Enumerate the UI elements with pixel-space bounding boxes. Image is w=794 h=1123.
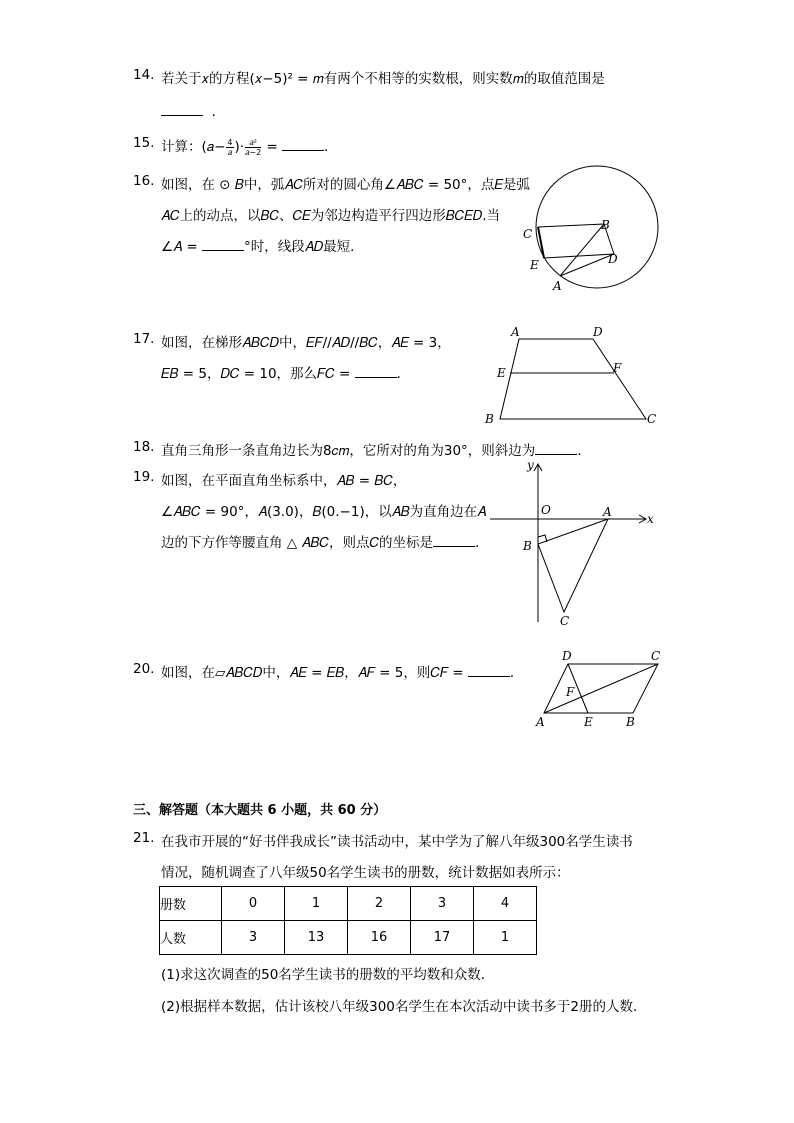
question-text: ∠𝐴𝐵𝐶 = 90°，𝐴(3.0)，𝐵(0.−1)，以𝐴𝐵为直角边在𝐴 xyxy=(161,504,487,520)
answer-line: ． xyxy=(161,100,225,120)
question-text: 情况，随机调查了八年级50名学生读书的册数，统计数据如表所示： xyxy=(161,865,570,881)
label-D: D xyxy=(608,252,618,266)
table-cell: 13 xyxy=(285,921,348,955)
fraction: $\frac{4}{\text{𝑎}}$ xyxy=(227,137,233,157)
label-B: B xyxy=(601,218,610,232)
figure-19-coordinate-plane xyxy=(490,456,662,628)
label-C: C xyxy=(523,227,533,241)
table-cell: 2 xyxy=(348,887,411,921)
table-cell: 17 xyxy=(411,921,474,955)
label-B: B xyxy=(523,539,532,553)
question-text: 如图，在▱𝐴𝐵𝐶𝐷中，𝐴𝐸 = 𝐸𝐵，𝐴𝐹 = 5，则𝐶𝐹 = ． xyxy=(161,661,523,681)
question-text: 在我市开展的“好书伴我成长”读书活动中，某中学为了解八年级300名学生读书 xyxy=(161,834,633,850)
label-A: A xyxy=(536,715,545,729)
fraction: $\frac{\text{𝑎²}}{\text{𝑎−2}}$ xyxy=(245,137,262,157)
question-number: 20. xyxy=(133,661,155,677)
label-D: D xyxy=(593,325,603,339)
question-text: 如图，在 ⊙ 𝐵中，弧𝐴𝐶所对的圆心角∠𝐴𝐵𝐶 = 50°，点𝐸是弧 xyxy=(161,177,530,193)
question-text: 计算：(𝑎− $\frac{4}{\text{𝑎}}$ )· $\frac{\text{𝑎²}}{\text{𝑎−2}}$ = ． xyxy=(161,137,338,157)
question-number: 21. xyxy=(133,830,155,846)
question-number: 15. xyxy=(133,135,155,151)
figure-20-parallelogram xyxy=(530,646,670,732)
question-text: 𝐸𝐵 = 5，𝐷𝐶 = 10，那么𝐹𝐶 = ． xyxy=(161,362,410,382)
question-text: 边的下方作等腰直角 △ 𝐴𝐵𝐶，则点𝐶的坐标是 ． xyxy=(161,531,489,551)
sub-question-2: (2)根据样本数据，估计该校八年级300名学生在本次活动中读书多于2册的人数． xyxy=(161,999,647,1015)
label-E: E xyxy=(530,258,539,272)
table-cell: 人数 xyxy=(160,921,222,955)
table-cell: 16 xyxy=(348,921,411,955)
label-y: y xyxy=(527,458,534,472)
figure-16-circle xyxy=(520,165,662,293)
question-number: 16. xyxy=(133,173,155,189)
label-x: x xyxy=(647,512,654,526)
label-C: C xyxy=(560,614,570,628)
table-cell: 3 xyxy=(411,887,474,921)
label-O: O xyxy=(541,503,551,517)
label-B: B xyxy=(485,412,494,426)
question-number: 17. xyxy=(133,331,155,347)
table-cell: 1 xyxy=(285,887,348,921)
question-number: 19. xyxy=(133,469,155,485)
question-text: ∠𝐴 = °时，线段𝐴𝐷最短． xyxy=(161,235,364,255)
table-cell: 1 xyxy=(474,921,537,955)
label-C: C xyxy=(651,649,661,663)
section-heading: 三、解答题（本大题共 6 小题，共 60 分） xyxy=(133,803,387,818)
table-cell: 3 xyxy=(222,921,285,955)
question-text: 如图，在平面直角坐标系中，𝐴𝐵 = 𝐵𝐶， xyxy=(161,473,407,489)
question-number: 18. xyxy=(133,439,155,455)
label-A: A xyxy=(553,279,562,293)
label-B: B xyxy=(626,715,635,729)
label-E: E xyxy=(497,366,506,380)
question-number: 14. xyxy=(133,67,155,83)
label-F: F xyxy=(613,361,622,375)
table-cell: 0 xyxy=(222,887,285,921)
label-D: D xyxy=(562,649,572,663)
label-C: C xyxy=(647,412,657,426)
table-row xyxy=(160,887,537,921)
label-F: F xyxy=(566,685,575,699)
figure-17-trapezoid xyxy=(482,322,662,430)
table-cell: 4 xyxy=(474,887,537,921)
question-text: 如图，在梯形𝐴𝐵𝐶𝐷中，𝐸𝐹//𝐴𝐷//𝐵𝐶，𝐴𝐸 = 3， xyxy=(161,335,451,351)
question-text: 直角三角形一条直角边长为8𝑐𝑚，它所对的角为30°，则斜边为 ． xyxy=(161,439,591,459)
question-text: 𝐴𝐶上的动点，以𝐵𝐶、𝐶𝐸为邻边构造平行四边形𝐵𝐶𝐸𝐷.当 xyxy=(161,208,501,224)
label-A: A xyxy=(603,505,612,519)
table-cell: 册数 xyxy=(160,887,222,921)
data-table xyxy=(159,886,537,955)
sub-question-1: (1)求这次调查的50名学生读书的册数的平均数和众数． xyxy=(161,967,495,983)
label-A: A xyxy=(511,325,520,339)
question-text: 若关于𝑥的方程(𝑥−5)² = 𝑚有两个不相等的实数根，则实数𝑚的取值范围是 xyxy=(161,71,605,87)
table-row xyxy=(160,921,537,955)
label-E: E xyxy=(584,715,593,729)
